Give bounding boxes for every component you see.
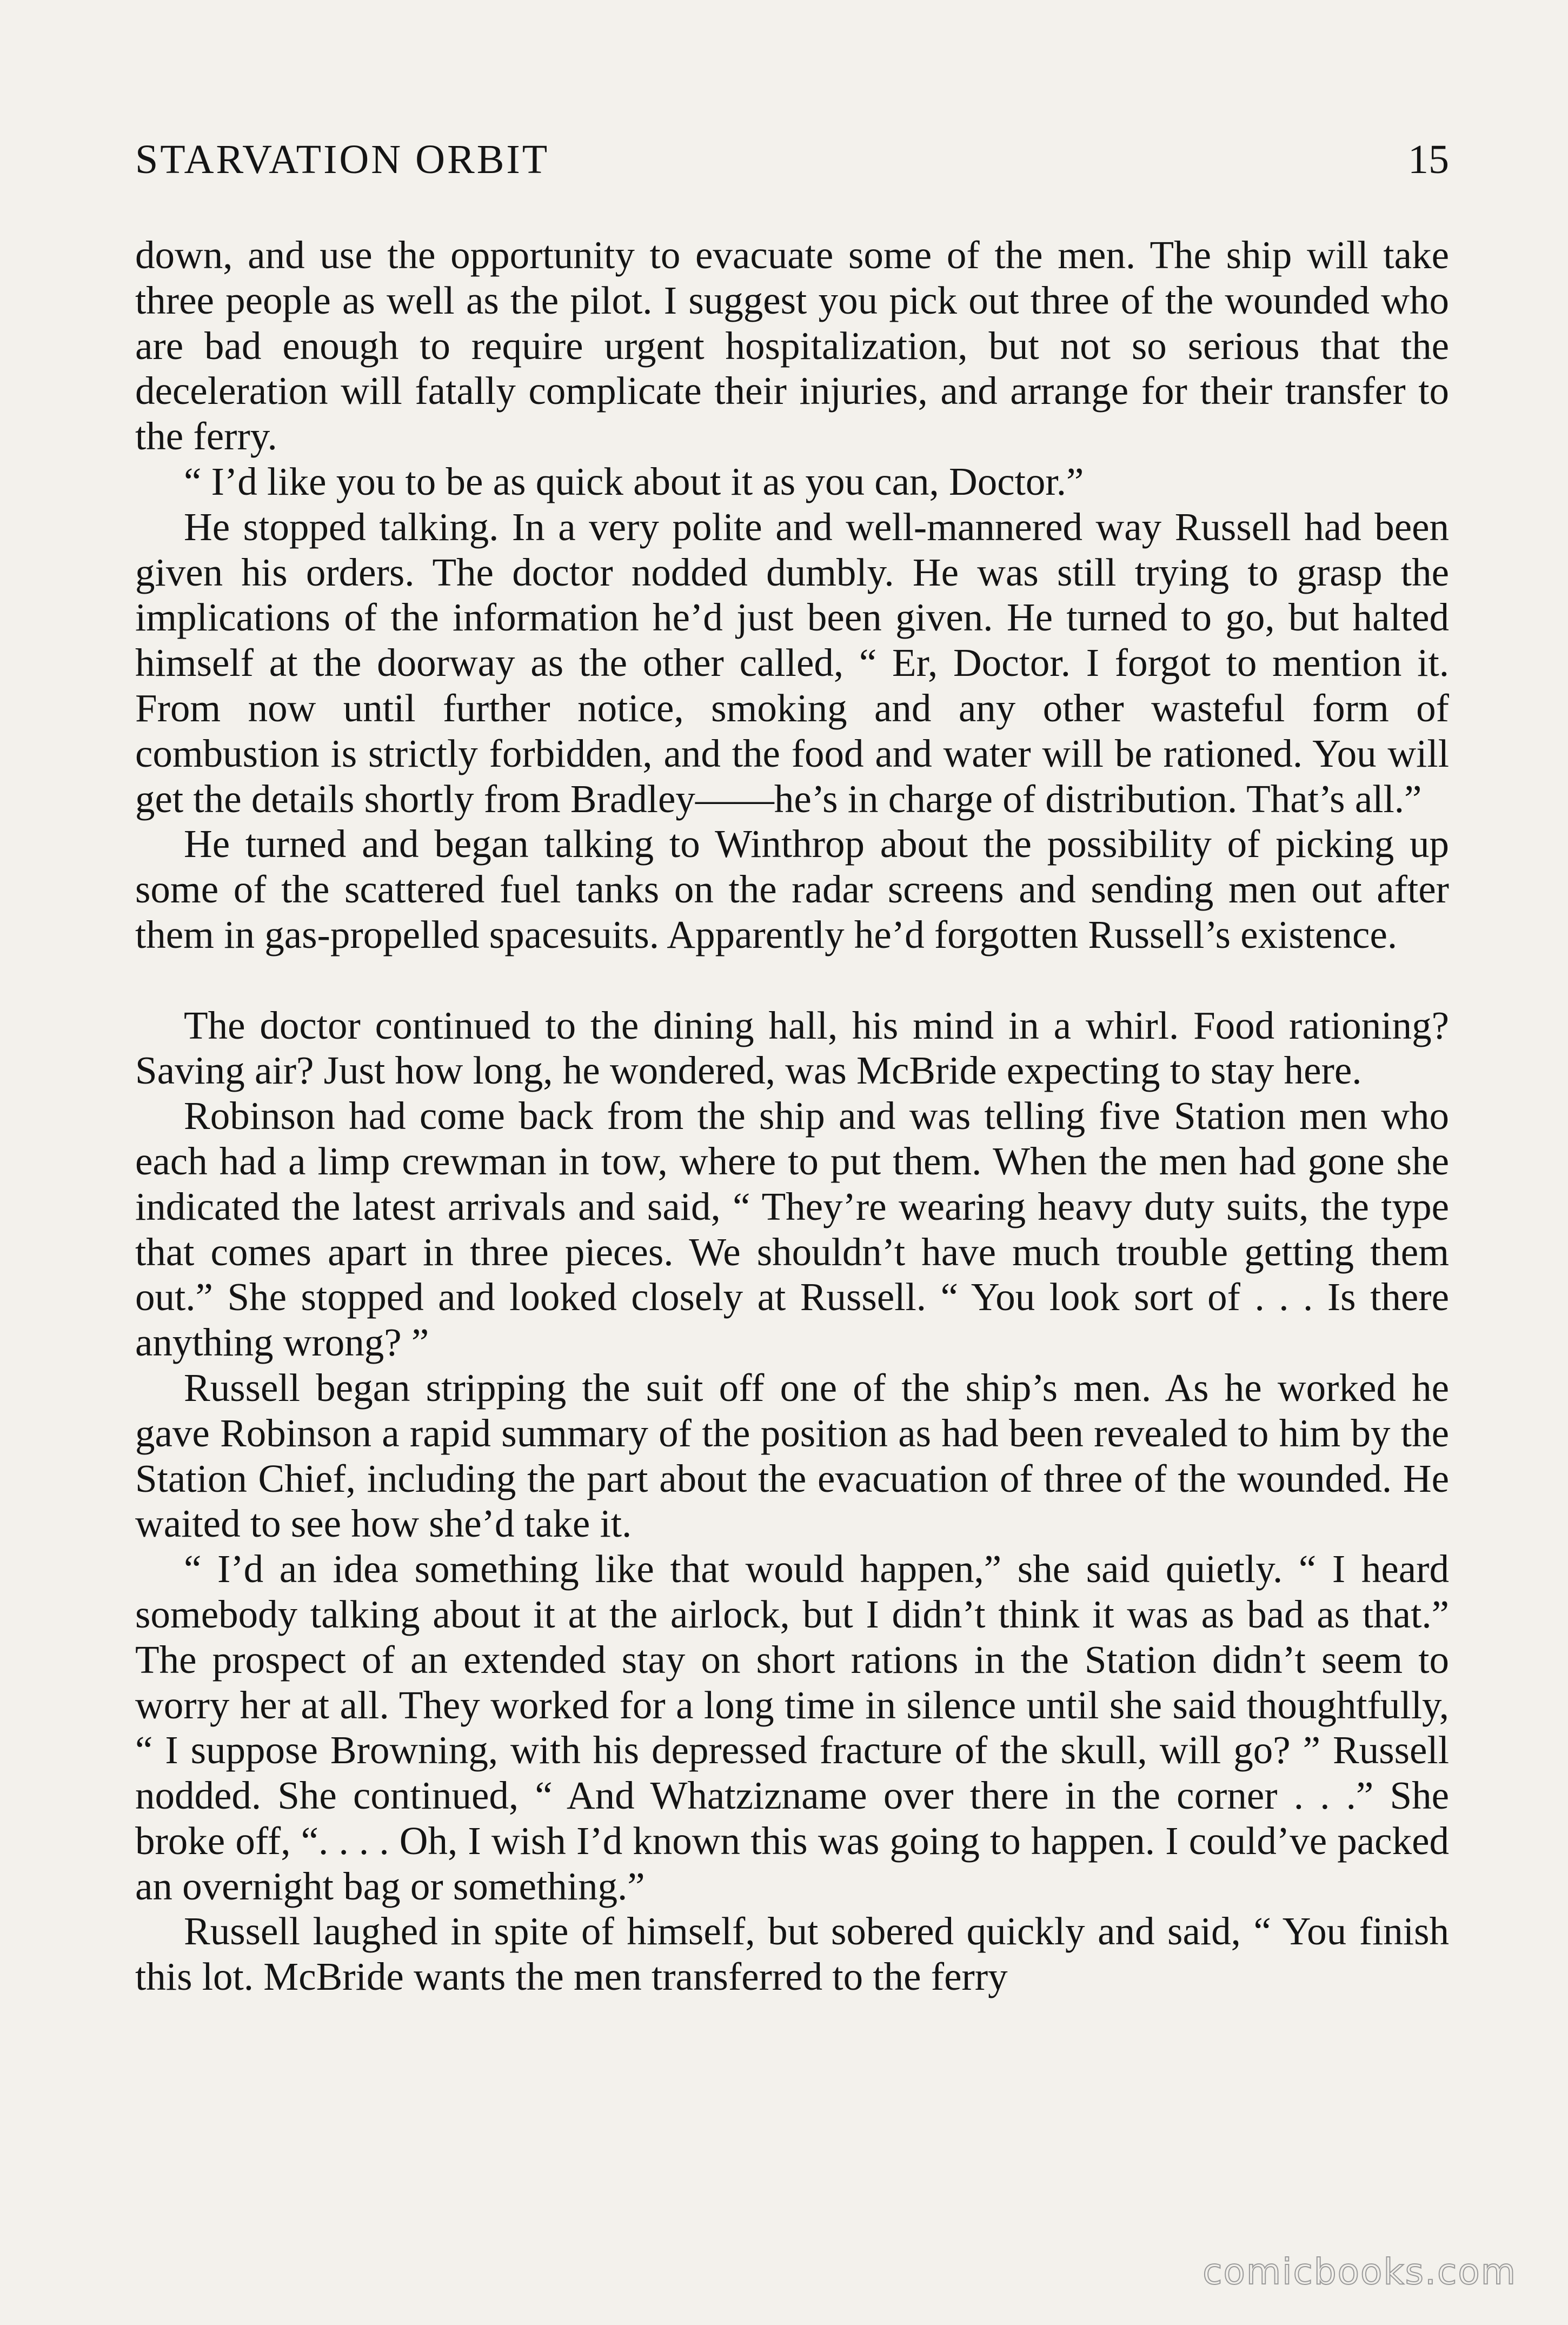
paragraph: Russell began stripping the suit off one of the ship’s men. As he worked he gave Robinson a rapid summary of the position as had been revealed to him by the Station Chief, including the part about the evacuation of three of the wounded. He waited to see how she’d take it. (135, 1365, 1449, 1546)
paragraph: “ I’d an idea something like that would happen,” she said quietly. “ I heard somebody talking about it at the airlock, but I didn’t think it was as bad as that.” The prospect of an extended stay on short rations in the Station didn’t seem to worry her at all. They worked for a long time in silence until she said thoughtfully, “ I suppose Browning, with his depressed fracture of the skull, will go? ” Russell nodded. She continued, “ And Whatzizname over there in the corner . . .” She broke off, “. . . . Oh, I wish I’d known this was going to happen. I could’ve packed an overnight bag or something.” (135, 1547, 1449, 1908)
watermark-logo: comicbooks.com (1202, 2251, 1517, 2293)
page-number: 15 (1408, 137, 1449, 182)
paragraph: He turned and began talking to Winthrop about the possibility of picking up some of the scattered fuel tanks on the radar screens and sending men out after them in gas-propelled spacesuits. Apparently he’d forgotten Russell’s existence. (135, 822, 1449, 956)
paragraph-after-break: The doctor continued to the dining hall, his mind in a whirl. Food rationing? Saving air? Just how long, he wondered, was McBride expecting to stay here. (135, 1003, 1449, 1093)
paragraph-continued: down, and use the opportunity to evacuate some of the men. The ship will take three people as well as the pilot. I suggest you pick out three of the wounded who are bad enough to require urgent hospitalization, but not so serious that the deceleration will fatally complicate their injuries, and arrange for their transfer to the ferry. (135, 233, 1449, 459)
paragraph: Robinson had come back from the ship and was telling five Station men who each had a limp crewman in tow, where to put them. When the men had gone she indicated the latest arrivals and said, “ They’re wearing heavy duty suits, the type that comes apart in three pieces. We shouldn’t have much trouble getting them out.” She stopped and looked closely at Russell. “ You look sort of . . . Is there anything wrong? ” (135, 1094, 1449, 1365)
body-text (135, 232, 1449, 1999)
page-header (135, 130, 1449, 189)
paragraph: He stopped talking. In a very polite and well-mannered way Russell had been given his orders. The doctor nodded dumbly. He was still trying to grasp the implications of the information he’d just been given. He turned to go, but halted himself at the doorway as the other called, “ Er, Doctor. I forgot to mention it. From now until further notice, smoking and any other wasteful form of combustion is strictly forbidden, and the food and water will be rationed. You will get the details shortly from Bradley——he’s in charge of distribution. That’s all.” (135, 504, 1449, 821)
paragraph-continues: Russell laughed in spite of himself, but sobered quickly and said, “ You finish this lot. McBride wants the men transferred to the ferry (135, 1909, 1449, 1999)
paragraph: “ I’d like you to be as quick about it as you can, Doctor.” (184, 459, 1084, 503)
running-title: STARVATION ORBIT (135, 137, 550, 182)
